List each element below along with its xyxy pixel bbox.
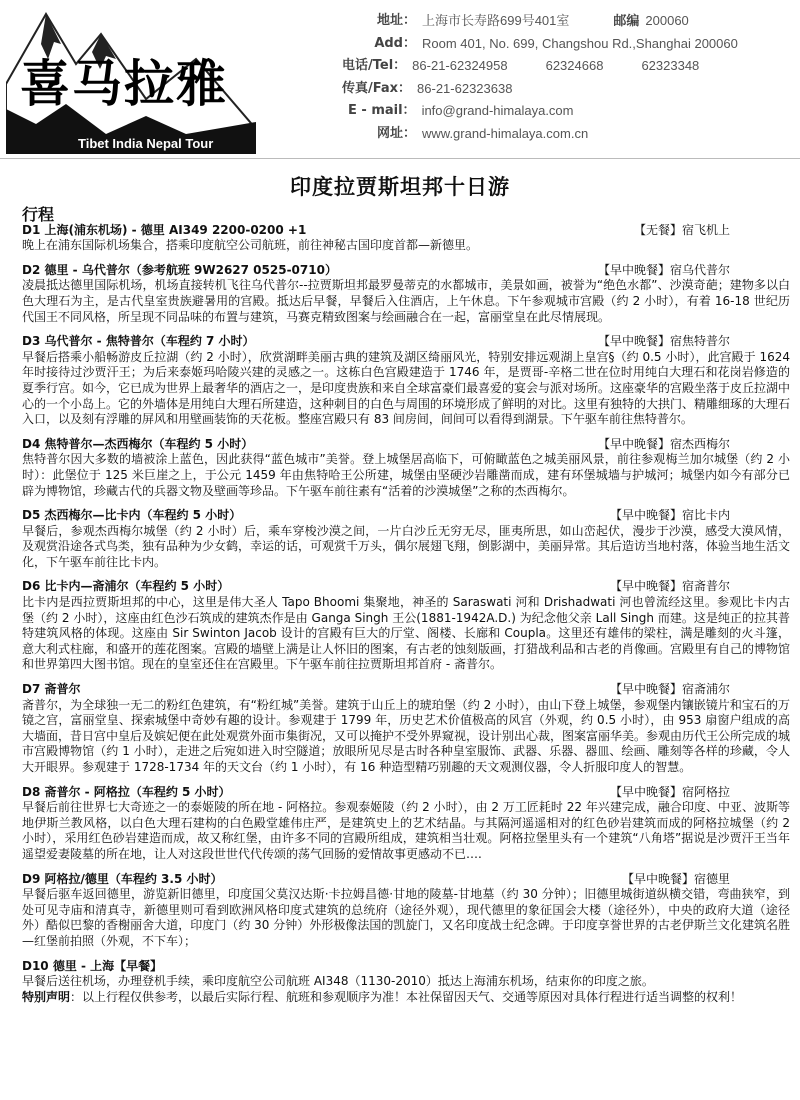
email-row <box>348 100 800 123</box>
day-description: 早餐后驱车返回德里，游览新旧德里，印度国父莫汉达斯·卡拉姆昌德·甘地的陵墓-甘地墓（约 30 分钟）；旧德里城街道纵横交错，弯曲狭窄，到处可见寺庙和清真寺，新德里则可看到欧洲风格印度式建筑的总统府（途径外观），现代德里的象征国会大楼（途径外），中央的政府大道（途径外）酷似巴黎的香榭丽舍大道，印度门（约 30 分钟）外形极像法国的凯旋门，又名印度战士纪念碑。于印度享誉世界的古老伊斯兰文化建筑名胜—红堡前拍照（外观，不下车）； <box>22 887 790 948</box>
day-meal-hotel: 【早中晚餐】宿比卡内 <box>609 508 730 523</box>
day-title: D8 斋普尔 - 阿格拉（车程约 5 小时） <box>22 784 231 799</box>
day-item <box>22 223 790 254</box>
day-title: D6 比卡内—斋浦尔（车程约 5 小时） <box>22 579 230 594</box>
day-description: 焦特普尔因大多数的墙被涂上蓝色，因此获得“蓝色城市”美誉。登上城堡居高临下，可俯瞰蓝色之城美丽风景，前往参观梅兰加尔城堡（约 2 小时）：此堡位于 125 米巨崖之上，于公元 1459 年由焦特哈王公所建，城堡由坚硬沙岩雕凿而成，建有环堡城墙与护城河；城堡内如今有部分已辟为博物馆，珍藏古代的兵器文物及壁画等珍品。下午驱车前往素有“活着的沙漠城堡”之称的杰西梅尔。 <box>22 452 790 498</box>
day-meal-hotel: 【早中晚餐】宿杰西梅尔 <box>597 436 730 451</box>
section-heading: 行程 <box>22 205 55 224</box>
contact-block <box>342 10 800 145</box>
add-value: Room 401, No. 699, Changshou Rd.,Shanghai 200060 <box>422 35 738 51</box>
fax-value: 86-21-62323638 <box>417 80 513 96</box>
day-heading <box>22 334 790 350</box>
day-title: D3 乌代普尔 - 焦特普尔（车程约 7 小时） <box>22 334 255 349</box>
day-description: 早餐后前往世界七大奇迹之一的泰姬陵的所在地 - 阿格拉。参观泰姬陵（约 2 小时），由 2 万工匠耗时 22 年兴建完成，融合印度、中亚、波斯等地伊斯兰教风格，以白色大理石建构的白色殿堂雄伟庄严，是建筑史上的艺术结晶。与其隔河遥遥相对的红色砂岩建筑而成的阿格拉城堡（约 2 小时），采用红色砂岩建造而成，故又称红堡，由许多不同的宫殿所组成，建筑相当壮观。阿格拉堡里头有一个建筑“八角塔”据说是沙贾汗王当年遥望爱妻陵墓的所在地，让人对这段世世代代传颂的荡气回肠的爱情故事更感动不已…. <box>22 800 790 861</box>
day-heading <box>22 579 790 595</box>
day-heading <box>22 959 790 975</box>
logo-subtitle: Tibet India Nepal Tour <box>78 136 214 151</box>
day-title: D10 德里 - 上海【早餐】 <box>22 958 163 973</box>
tel-row <box>342 55 800 78</box>
web-label: 网址： <box>376 125 416 141</box>
day-meal-hotel: 【早中晚餐】宿德里 <box>621 871 730 886</box>
tel-1: 86-21-62324958 <box>412 58 508 73</box>
day-description: 凌晨抵达德里国际机场，机场直接转机飞往乌代普尔--拉贾斯坦邦最罗曼蒂克的水都城市，美景如画，被誉为“绝色水都”、沙漠奇葩；建物多以白色大理石为主，是古代皇室贵族避暑用的宫殿。抵达后早餐，早餐后入住酒店，上午休息。下午参观城市宫殿（约 2 小时），有着 16-18 世纪历代国王不同风格，所呈现不同品味的布置与建筑，马赛克精致图案与绘画融合在一起，富丽堂皇在此尽情展现。 <box>22 278 790 324</box>
tel-values <box>412 55 699 78</box>
fax-row <box>342 78 800 101</box>
tel-label: 电话/Tel： <box>342 58 407 73</box>
postcode-value: 200060 <box>645 13 689 28</box>
web-value[interactable]: www.grand-himalaya.com.cn <box>422 125 589 141</box>
day-meal-hotel: 【早中晚餐】宿焦特普尔 <box>597 334 730 349</box>
day-list <box>22 223 790 990</box>
day-title: D1 上海(浦东机场) - 德里 AI349 2200-0200 +1 <box>22 222 307 237</box>
day-item <box>22 959 790 990</box>
day-description: 斋普尔，为全球独一无二的粉红色建筑，有“粉红城”美誉。建筑于山丘上的琥珀堡（约 2 小时），由山下登上城堡，参观堡内镶嵌镜片和宝石的万镜之宫，富丽堂皇、探索城堡中奇妙有趣的设计。参观建于 1799 年，历史艺术价值极高的风宫（外观，约 0.5 小时），由 953 扇窗户组成的高大墙面，昔日宫中皇后及嫔妃便在此处观赏外面市集街况，又可以掩护不受外界窥视，设计别出心裁，图案富丽华美。参观由历代王公所完成的城市宫殿博物馆（约 1 小时），走进之后宛如进入时空隧道；放眼所见尽是古时各种皇室服饰、武器、乐器、器皿、绘画、雕刻等各样的珍藏，令人大开眼界。参观建于 1728-1734 年的天文台（约 1 小时），有 16 种造型精巧别趣的天文观测仪器，令人折服印度人的智慧。 <box>22 697 791 774</box>
day-title: D9 阿格拉/德里（车程约 3.5 小时） <box>22 871 223 886</box>
address-value: 上海市长寿路699号401室 <box>422 13 570 28</box>
logo-title: 喜马拉雅 <box>20 54 228 113</box>
email-label: E - mail： <box>348 103 416 118</box>
day-item <box>22 334 790 428</box>
day-description: 早餐后，参观杰西梅尔城堡（约 2 小时）后，乘车穿梭沙漠之间，一片白沙丘无穷无尽，匪夷所思，如山峦起伏，漫步于沙漠，感受大漠风情，及观赏沿途各式鸟类，独有品种为少女鹤，幸运的话，可观赏千万头，偶尔展翅飞翔，倒影湖中，美丽异常。其后造访当地村落，体验当地生活文化，下午驱车前往比卡内。 <box>22 523 791 569</box>
day-description: 比卡内是西拉贾斯坦邦的中心，这里是伟大圣人 Tapo Bhoomi 集聚地，神圣的 Saraswati 河和 Drishadwati 河也曾流经这里。参观比卡内古堡（约 2 小时），这座由红色沙石筑成的建筑杰作是由 Ganga Singh 王公(1881-1942A.D.) 为纪念他父亲 Lall Singh 而建。这是纯正的拉其普特建筑风格的体现。这座由 Sir Swinton Jacob 设计的宫殿有巨大的厅堂、阁楼、长廊和 Coupla。这里还有雄伟的梁柱，满是雕刻的火斗篷，意大利式柱廊，和盛开的莲花图案。宫殿的墙壁上满是让人怀旧的图案，有古老的蚀刻版画，打猎战利品和古老的肖像画。宫殿里有自己的博物馆和世界第四大图书馆。现在的皇室还住在宫殿里。下午驱车前往拉贾斯坦邦首府 - 斋普尔。 <box>22 595 791 672</box>
day-meal-hotel: 【早中晚餐】宿斋浦尔 <box>609 682 730 697</box>
itinerary <box>0 207 800 1005</box>
day-meal-hotel: 【早中晚餐】宿阿格拉 <box>609 784 730 799</box>
day-heading <box>22 682 790 698</box>
tel-3: 62323348 <box>641 58 700 73</box>
postcode-label: 邮编 <box>613 13 640 28</box>
fax-label: 传真/Fax： <box>342 80 412 96</box>
day-item <box>22 682 790 776</box>
day-item <box>22 508 790 570</box>
address-label: 地址： <box>376 13 416 28</box>
address-row <box>360 10 800 33</box>
day-description: 早餐后搭乘小船畅游皮丘拉湖（约 2 小时），欣赏湖畔美丽古典的建筑及湖区绮丽风光，特别安排远观湖上皇宫§（约 0.5 小时），此宫殿于 1624 年时接待过沙贾汗王；为后来泰姬玛哈陵兴建的灵感之一。这栋白色宫殿建造于 1746 年，是贾哥-辛格二世在位时用纯白大理石和花岗岩修造的夏季行宫。如今，它已成为世界上最奢华的酒店之一，是印度贵族和来自全球富豪们最喜爱的宴会与派对场所。这座豪华的宫殿坐落于皮丘拉湖中心的一个小岛上。它的外墙体是用纯白大理石所建造，这种刺目的白色与周围的环境形成了鲜明的对比。这里有独特的大拱门、精雕细琢的大理石入口，以及刻有浮雕的屏风和用壁画装饰的天花板。整座宫殿只有 83 间房间，间间可以看得到湖景。下午驱车前往焦特普尔。 <box>22 349 791 427</box>
email-value[interactable]: info@grand-himalaya.com <box>421 103 574 118</box>
day-title: D7 斋普尔 <box>22 682 81 697</box>
day-meal-hotel <box>730 959 790 975</box>
day-item <box>22 872 790 950</box>
day-heading <box>22 223 790 239</box>
day-title: D5 杰西梅尔—比卡内（车程约 5 小时） <box>22 508 242 523</box>
day-heading <box>22 508 790 524</box>
day-heading <box>22 437 790 453</box>
note-text: ：以上行程仅供参考，以最后实际行程、航班和参观顺序为准！本社保留因天气、交通等原因对具体行程进行适当调整的权利！ <box>70 989 743 1004</box>
day-description: 晚上在浦东国际机场集合，搭乘印度航空公司航班，前往神秘古国印度首都—新德里。 <box>22 238 479 253</box>
day-item <box>22 263 790 325</box>
company-logo <box>6 4 256 154</box>
day-item <box>22 785 790 863</box>
day-item <box>22 437 790 499</box>
day-title: D2 德里 - 乌代普尔（参考航班 9W2627 0525-0710） <box>22 262 337 277</box>
day-heading <box>22 263 790 279</box>
web-row <box>360 123 800 146</box>
day-description: 早餐后送往机场，办理登机手续，乘印度航空公司航班 AI348（1130-2010）抵达上海浦东机场，结束你的印度之旅。 <box>22 974 654 989</box>
day-meal-hotel: 【无餐】宿飞机上 <box>633 222 730 237</box>
day-heading <box>22 872 790 888</box>
special-note <box>22 990 790 1006</box>
add-label: Add： <box>374 35 416 51</box>
day-item <box>22 579 790 673</box>
day-title: D4 焦特普尔—杰西梅尔（车程约 5 小时） <box>22 436 254 451</box>
page-title: 印度拉贾斯坦邦十日游 <box>290 175 510 199</box>
day-heading <box>22 785 790 801</box>
add-row <box>360 33 800 56</box>
day-meal-hotel: 【早中晚餐】宿斋普尔 <box>609 579 730 594</box>
note-label: 特别声明 <box>22 989 71 1004</box>
letterhead <box>0 0 800 159</box>
tel-2: 62324668 <box>545 58 604 73</box>
day-meal-hotel: 【早中晚餐】宿乌代普尔 <box>597 262 730 277</box>
